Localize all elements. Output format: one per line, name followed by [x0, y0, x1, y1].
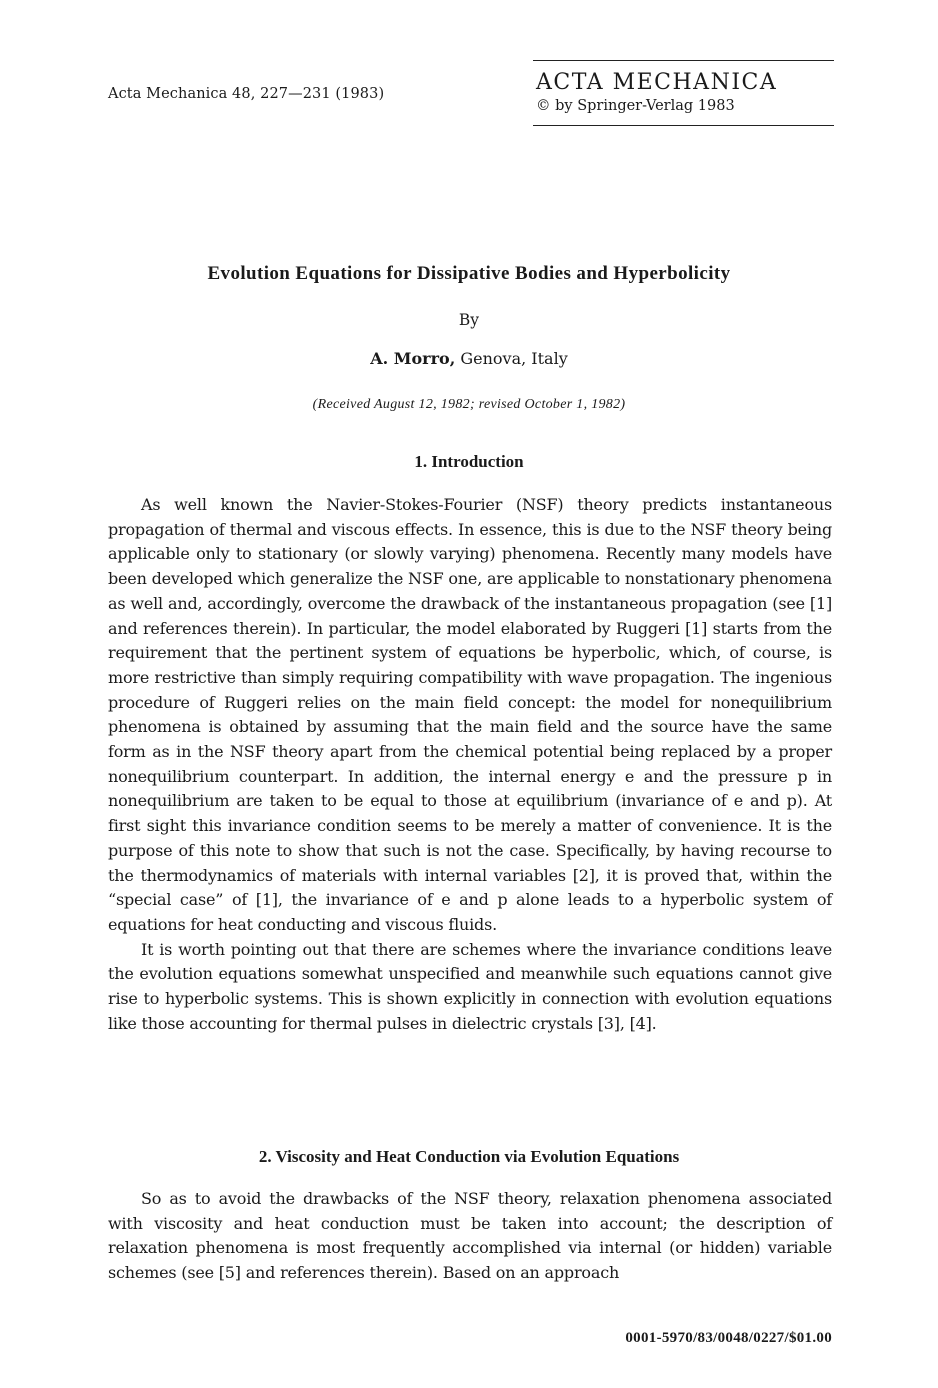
- section-heading-viscosity: 2. Viscosity and Heat Conduction via Evolution Equations: [258, 1147, 680, 1166]
- masthead-bottom-rule: [533, 125, 834, 126]
- author-name: A. Morro,: [370, 349, 456, 368]
- section-2-body: [108, 1187, 832, 1286]
- paragraph: So as to avoid the drawbacks of the NSF theory, relaxation phenomena associated with viscosity and heat conduction must be taken into account; the description of relaxation phenomena is most frequently accomplished via internal (or hidden) variable schemes (see [5] and references therein). Based on an approach: [108, 1189, 832, 1283]
- masthead-top-rule: [533, 60, 834, 61]
- paragraph: As well known the Navier-Stokes-Fourier (NSF) theory predicts instantaneous propagation of thermal and viscous effects. In essence, this is due to the NSF theory being applicable only to stationary (or slowly varying) phenomena. Recently many models have been developed which generalize the NSF one, are applicable to nonstationary phenomena as well and, accordingly, overcome the drawback of the instantaneous propagation (see [1] and references therein). In particular, the model elaborated by Ruggeri [1] starts from the requirement that the pertinent system of equations be hyperbolic, which, of course, is more restrictive than simply requiring compatibility with wave propagation. The ingenious procedure of Ruggeri relies on the main field concept: the model for nonequilibrium phenomena is obtained by assuming that the main field and the source have the same form as in the NSF theory apart from the chemical potential being replaced by a proper nonequilibrium counterpart. In addition, the internal energy e and the pressure p in nonequilibrium are taken to be equal to those at equilibrium (invariance of e and p). At first sight this invariance condition seems to be merely a matter of convenience. It is the purpose of this note to show that such is not the case. Specifically, by having recourse to the thermodynamics of materials with internal variables [2], it is proved that, within the “special case” of [1], the invariance of e and p alone leads to a hyperbolic system of equations for heat conducting and viscous fluids.: [108, 495, 832, 934]
- introduction-body: [108, 493, 832, 1036]
- article-identifier: 0001-5970/83/0048/0227/$01.00: [625, 1330, 832, 1346]
- copyright-line: © by Springer-Verlag 1983: [536, 98, 735, 114]
- paragraph: It is worth pointing out that there are schemes where the invariance conditions leave the evolution equations somewhat unspecified and meanwhile such equations cannot give rise to hyperbolic systems. This is shown explicitly in connection with evolution equations like those accounting for thermal pulses in dielectric crystals [3], [4].: [108, 939, 832, 1033]
- byline-label: By: [458, 311, 480, 329]
- journal-citation: Acta Mechanica 48, 227—231 (1983): [108, 86, 385, 102]
- author-line: [0, 349, 938, 368]
- received-dates: (Received August 12, 1982; revised October 1, 1982): [312, 397, 626, 412]
- article-title: Evolution Equations for Dissipative Bodies and Hyperbolicity: [207, 263, 731, 284]
- journal-name: ACTA MECHANICA: [536, 70, 778, 95]
- section-heading-introduction: 1. Introduction: [414, 452, 524, 471]
- journal-masthead: [533, 60, 834, 126]
- author-affiliation: Genova, Italy: [455, 349, 568, 368]
